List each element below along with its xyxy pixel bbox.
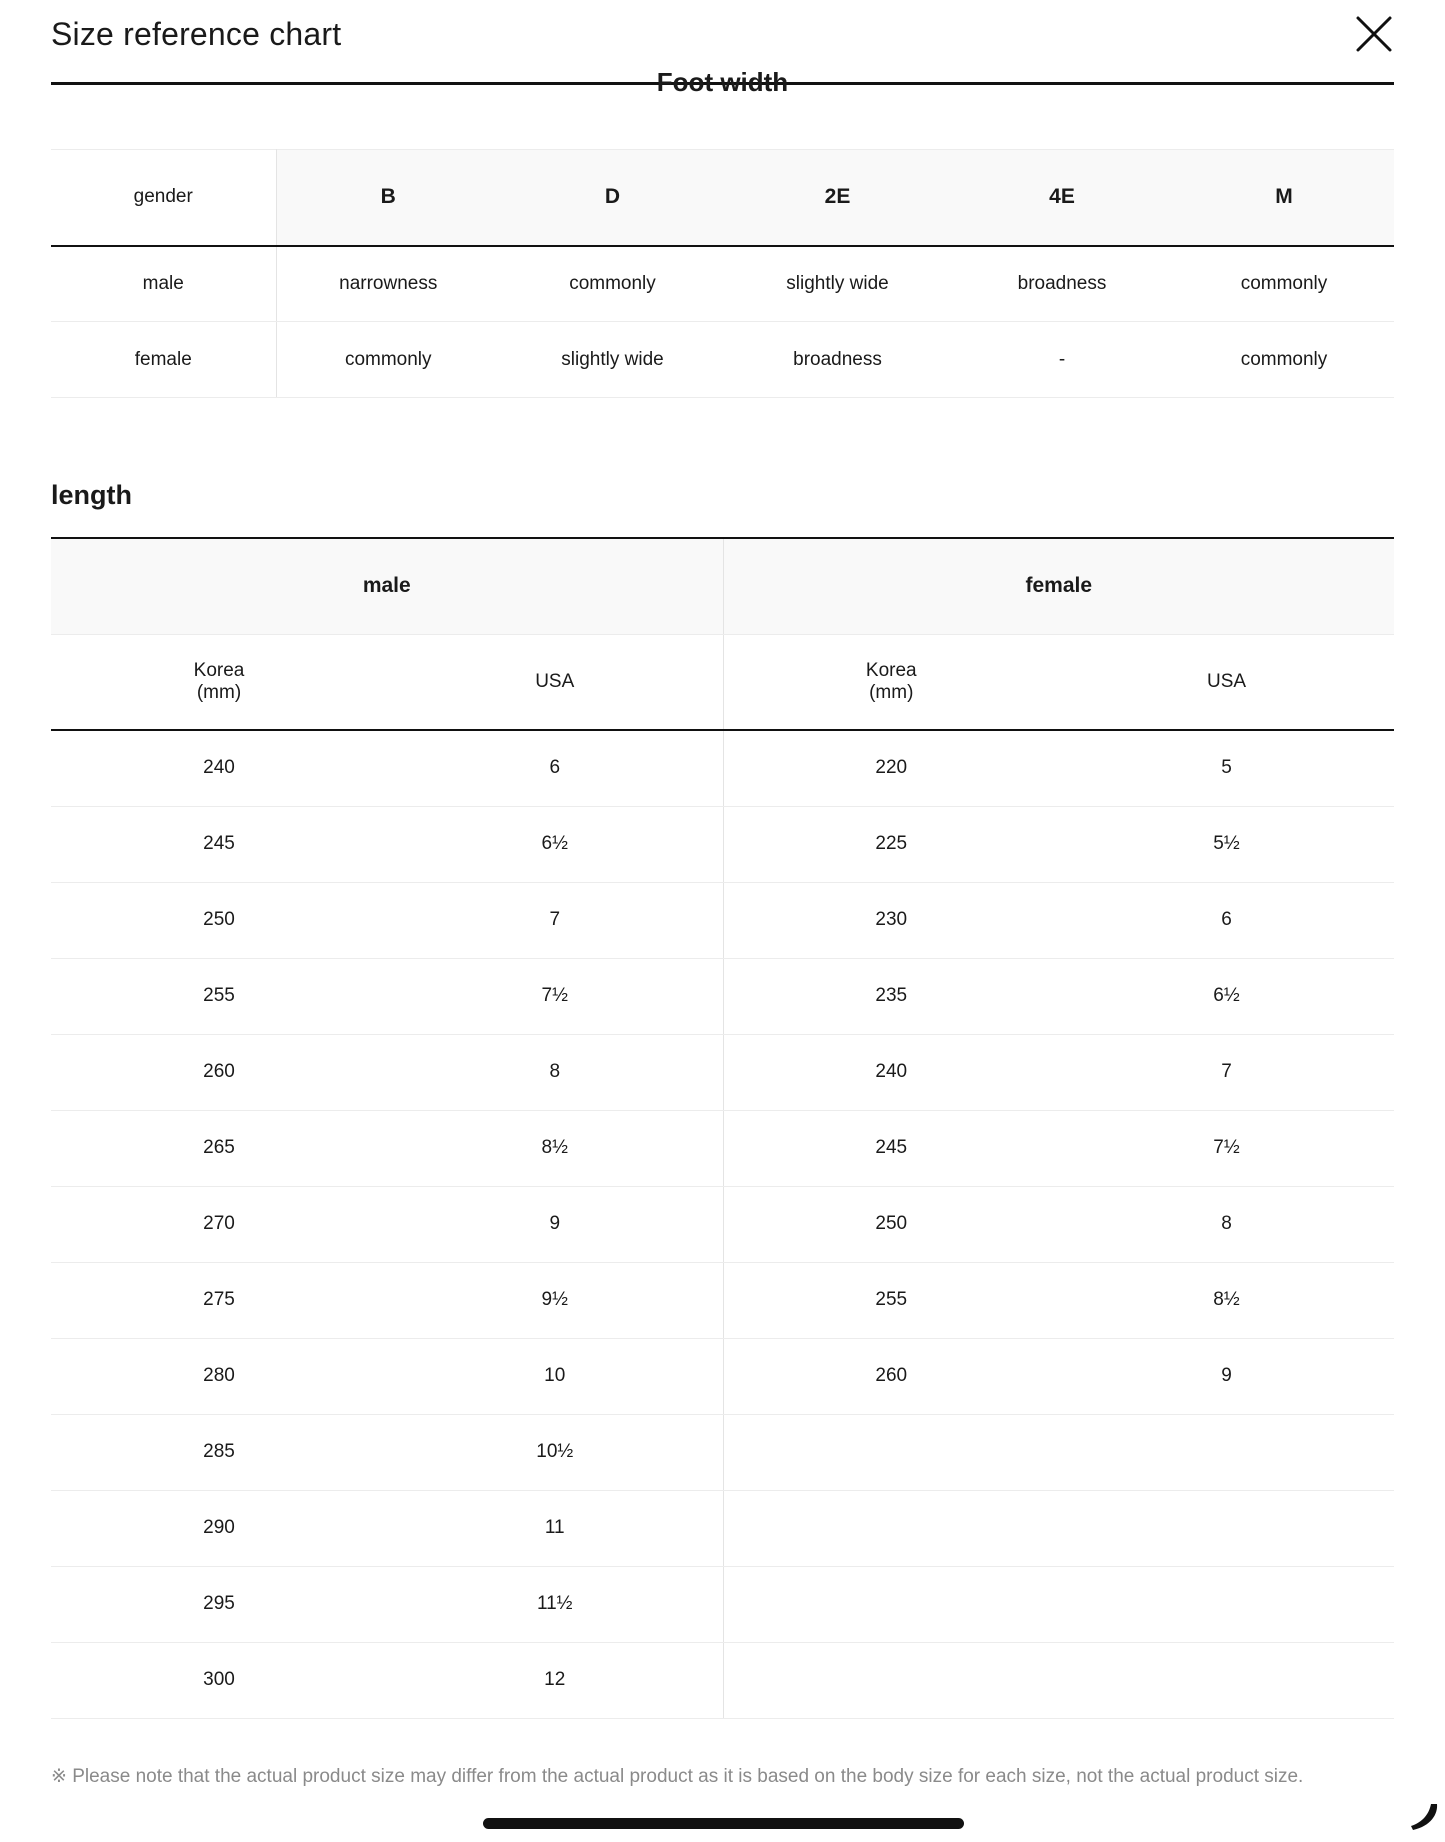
column-header: B	[276, 150, 500, 246]
table-cell: 7½	[387, 958, 723, 1034]
table-cell: 250	[51, 882, 387, 958]
table-cell: broadness	[950, 246, 1174, 322]
table-cell: 6	[387, 730, 723, 806]
foot-width-table	[51, 149, 1394, 398]
phone-icon[interactable]	[1407, 1800, 1441, 1834]
table-cell: 255	[723, 1262, 1059, 1338]
table-cell: narrowness	[276, 246, 500, 322]
table-cell: 240	[51, 730, 387, 806]
table-cell: 275	[51, 1262, 387, 1338]
length-table-body	[51, 730, 1394, 1718]
column-header-usa: USA	[1059, 634, 1394, 730]
table-cell: 250	[723, 1186, 1059, 1262]
table-row	[51, 1490, 1394, 1566]
table-cell: commonly	[1174, 322, 1394, 398]
table-row	[51, 806, 1394, 882]
table-cell	[1059, 1642, 1394, 1718]
column-header: M	[1174, 150, 1394, 246]
table-cell: 6½	[1059, 958, 1394, 1034]
table-cell	[723, 1490, 1059, 1566]
home-indicator[interactable]	[483, 1818, 964, 1829]
table-cell: 300	[51, 1642, 387, 1718]
table-cell: 225	[723, 806, 1059, 882]
table-cell: commonly	[276, 322, 500, 398]
table-row	[51, 1034, 1394, 1110]
table-row	[51, 1110, 1394, 1186]
table-cell: commonly	[500, 246, 725, 322]
table-cell	[1059, 1566, 1394, 1642]
table-row	[51, 882, 1394, 958]
table-cell: commonly	[1174, 246, 1394, 322]
column-header: 2E	[725, 150, 950, 246]
table-cell: 7	[387, 882, 723, 958]
table-cell: 260	[51, 1034, 387, 1110]
table-cell: 12	[387, 1642, 723, 1718]
table-cell: 245	[51, 806, 387, 882]
close-icon	[1354, 14, 1394, 54]
table-cell: 8	[1059, 1186, 1394, 1262]
table-row	[51, 1642, 1394, 1718]
table-cell: 9½	[387, 1262, 723, 1338]
table-cell: 270	[51, 1186, 387, 1262]
column-header-korea-mm: Korea (mm)	[723, 634, 1059, 730]
row-label: male	[51, 246, 276, 322]
table-row	[51, 322, 1394, 398]
table-row	[51, 246, 1394, 322]
table-cell: 8½	[387, 1110, 723, 1186]
length-section-title: length	[51, 480, 132, 510]
column-header: D	[500, 150, 725, 246]
table-cell: 9	[387, 1186, 723, 1262]
table-cell: 11	[387, 1490, 723, 1566]
table-cell: 7	[1059, 1034, 1394, 1110]
table-row	[51, 730, 1394, 806]
table-cell: 265	[51, 1110, 387, 1186]
table-cell: 8	[387, 1034, 723, 1110]
table-cell: 240	[723, 1034, 1059, 1110]
page-title: Size reference chart	[51, 16, 342, 52]
length-table	[51, 537, 1394, 1719]
table-row	[51, 958, 1394, 1034]
table-cell: 10½	[387, 1414, 723, 1490]
column-header: 4E	[950, 150, 1174, 246]
table-cell: 290	[51, 1490, 387, 1566]
group-header-female: female	[723, 538, 1394, 634]
table-cell: 220	[723, 730, 1059, 806]
table-cell: slightly wide	[725, 246, 950, 322]
table-cell: 5½	[1059, 806, 1394, 882]
table-cell: 10	[387, 1338, 723, 1414]
column-header-usa: USA	[387, 634, 723, 730]
table-cell: 5	[1059, 730, 1394, 806]
table-cell: 295	[51, 1566, 387, 1642]
table-cell: 11½	[387, 1566, 723, 1642]
table-cell: -	[950, 322, 1174, 398]
table-row	[51, 1338, 1394, 1414]
sub-header-row	[51, 634, 1394, 730]
table-row	[51, 1566, 1394, 1642]
table-cell	[723, 1566, 1059, 1642]
foot-width-heading	[51, 67, 1394, 97]
footnote: ※ Please note that the actual product size may differ from the actual product as it is based on the body size for each size, not the actual product size.	[51, 1766, 1304, 1787]
table-cell	[723, 1642, 1059, 1718]
table-cell: 9	[1059, 1338, 1394, 1414]
table-row	[51, 1262, 1394, 1338]
column-header-gender: gender	[51, 150, 276, 246]
table-cell: 255	[51, 958, 387, 1034]
group-header-male: male	[51, 538, 723, 634]
table-header-row	[51, 150, 1394, 246]
table-cell: 260	[723, 1338, 1059, 1414]
table-cell: 245	[723, 1110, 1059, 1186]
foot-width-title: Foot width	[656, 67, 789, 97]
column-header-korea-mm: Korea (mm)	[51, 634, 387, 730]
group-header-row	[51, 538, 1394, 634]
table-cell: 285	[51, 1414, 387, 1490]
table-row	[51, 1186, 1394, 1262]
table-cell: 8½	[1059, 1262, 1394, 1338]
close-button[interactable]	[1354, 14, 1394, 54]
table-cell	[1059, 1490, 1394, 1566]
table-cell: 230	[723, 882, 1059, 958]
table-cell: broadness	[725, 322, 950, 398]
table-cell: slightly wide	[500, 322, 725, 398]
table-cell: 280	[51, 1338, 387, 1414]
table-cell	[723, 1414, 1059, 1490]
table-row	[51, 1414, 1394, 1490]
row-label: female	[51, 322, 276, 398]
table-cell: 7½	[1059, 1110, 1394, 1186]
table-cell	[1059, 1414, 1394, 1490]
table-cell: 6½	[387, 806, 723, 882]
table-cell: 235	[723, 958, 1059, 1034]
table-cell: 6	[1059, 882, 1394, 958]
